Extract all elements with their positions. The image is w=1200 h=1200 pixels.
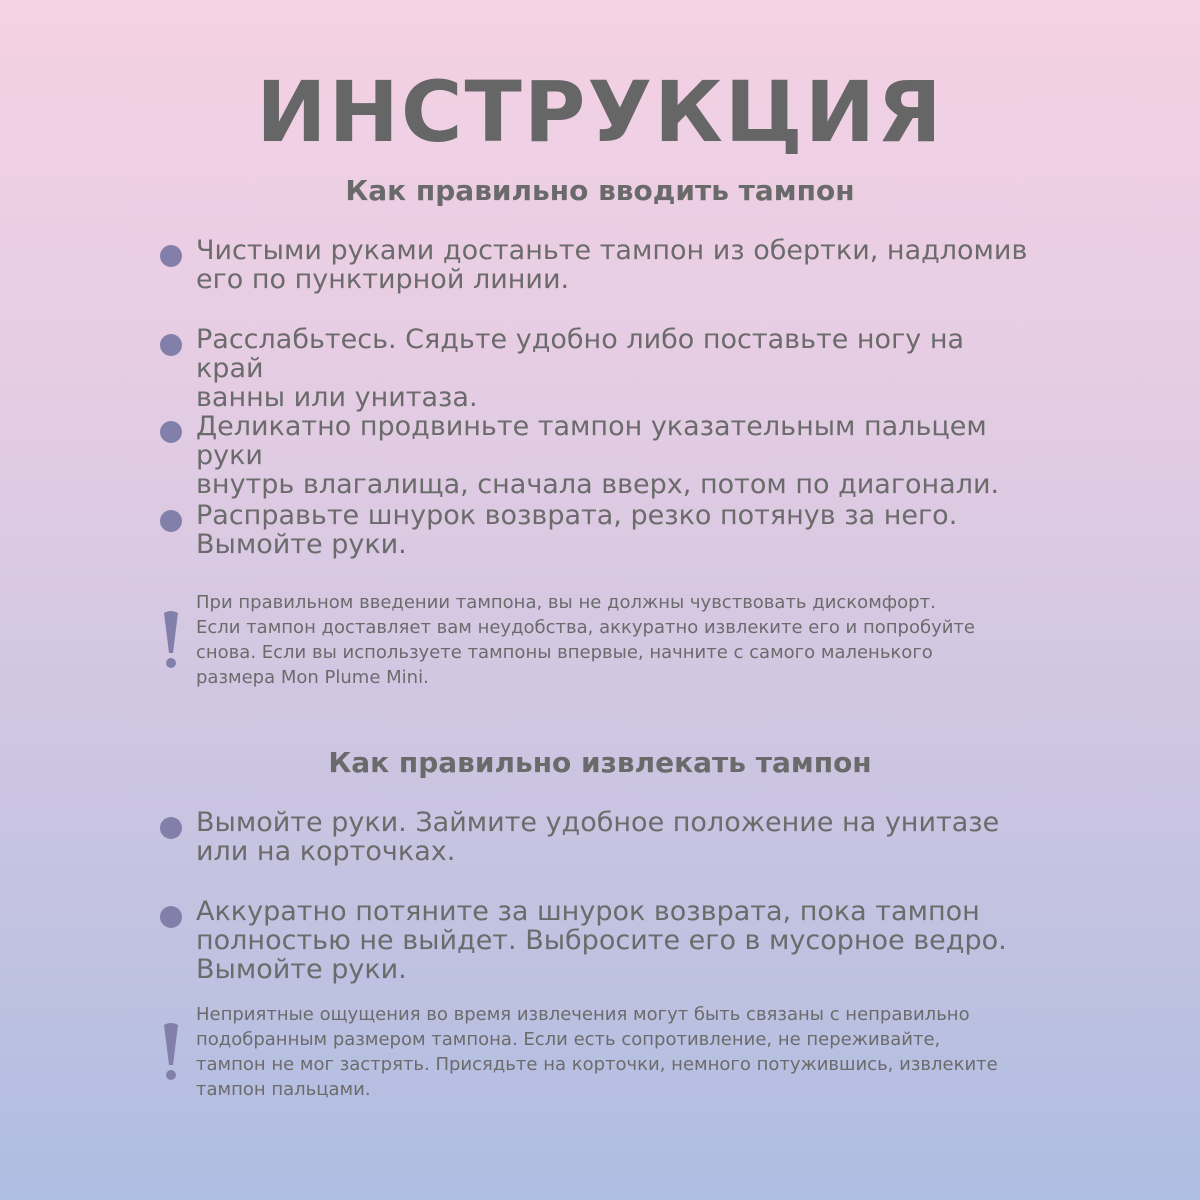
insert-step-4 — [158, 501, 1038, 559]
exclamation-icon — [160, 609, 182, 671]
remove-note — [158, 1002, 1038, 1102]
bullet-dot — [160, 817, 182, 839]
bullet-dot — [160, 510, 182, 532]
remove-step-2 — [158, 897, 1038, 984]
step-text: Расправьте шнурок возврата, резко потянув за него. Вымойте руки. — [196, 500, 958, 560]
section-heading-remove: Как правильно извлекать тампон — [328, 746, 872, 779]
step-text: Расслабьтесь. Сядьте удобно либо поставьте ногу на край ванны или унитаза. — [196, 324, 965, 413]
bullet-dot — [160, 906, 182, 928]
note-text: Неприятные ощущения во время извлечения могут быть связаны с неправильно подобранным размером тампона. Если есть сопротивление, не переживайте, тампон не мог застрять. Присядьте на корточки, немного потужившись, извлеките тампон пальцами. — [196, 1004, 998, 1100]
bullet-dot — [160, 421, 182, 443]
remove-step-1 — [158, 808, 1038, 866]
bullet-dot — [160, 334, 182, 356]
step-text: Чистыми руками достаньте тампон из обертки, надломив его по пунктирной линии. — [196, 235, 1028, 295]
insert-step-2 — [158, 325, 1038, 412]
bullet-dot — [160, 245, 182, 267]
exclamation-icon — [160, 1021, 182, 1083]
step-text: Вымойте руки. Займите удобное положение на унитазе или на корточках. — [196, 807, 1000, 867]
page-title: ИНСТРУКЦИЯ — [256, 63, 944, 161]
insert-step-3 — [158, 412, 1038, 499]
insert-note — [158, 590, 1038, 690]
section-heading-insert: Как правильно вводить тампон — [345, 174, 855, 207]
step-text: Аккуратно потяните за шнурок возврата, пока тампон полностью не выйдет. Выбросите его в мусорное ведро. Вымойте руки. — [196, 896, 1007, 985]
insert-step-1 — [158, 236, 1038, 294]
note-text: При правильном введении тампона, вы не должны чувствовать дискомфорт. Если тампон доставляет вам неудобства, аккуратно извлеките его и попробуйте снова. Если вы используете тампоны впервые, начните с самого маленького размера Mon Plume Mini. — [196, 592, 975, 688]
step-text: Деликатно продвиньте тампон указательным пальцем руки внутрь влагалища, сначала вверх, потом по диагонали. — [196, 411, 1000, 500]
